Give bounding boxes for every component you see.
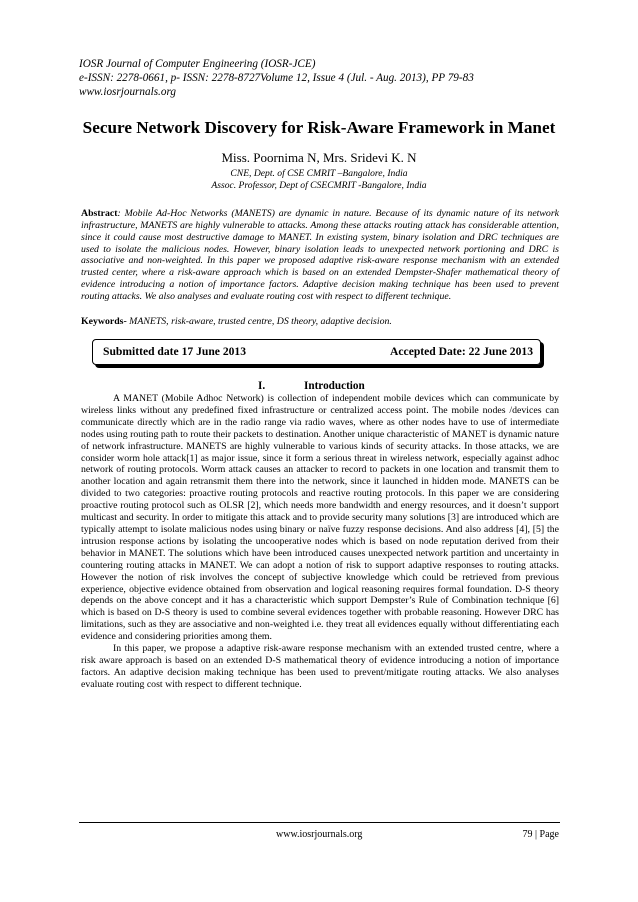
dates-box [92,339,541,365]
accepted-date: Accepted Date: 22 June 2013 [390,345,533,358]
abstract-text: : Mobile Ad-Hoc Networks (MANETS) are dynamic in nature. Because of its dynamic nature of its network infrastructure, MANETS are highly vulnerable to attacks. Among these attacks routing attack has considerable attention, since it could cause most destructive damage to MANET. In existing system, binary isolation and DRC techniques are used to isolate the malicious nodes. However, binary isolation leads to unexpected network portioning and DRC is associative and non-weighted. In this paper we proposed adaptive risk-aware response mechanism with an extended trusted center, where a risk-aware approach which is based on an extended Dempster-Shafer mathematical theory of evidence introducing a notion of importance factors. Adaptive decision making technique has been used to prevent routing attacks. We also analyses and evaluate routing cost with respect to different technique. [81,208,559,302]
keywords-text: MANETS, risk-aware, trusted centre, DS theory, adaptive decision. [126,316,392,327]
section-heading [258,380,365,393]
author-affiliation-1: CNE, Dept. of CSE CMRIT –Bangalore, India [230,168,408,179]
body-paragraph: A MANET (Mobile Adhoc Network) is collection of independent mobile devices which can communicate by wireless links without any predefined fixed infrastructure or centralized access point. The mobile nodes /devices can communicate directly which are in the radio range via radio waves, where as other nodes have to use of intermediate nodes using routing path to route their packets to destination. Another unique characteristic of MANET is dynamic nature of network infrastructure. MANETS are highly vulnerable to various kinds of security attacks. In those attacks, we are consider worm hole attack[1] as major issue, since it form a serious threat in wireless network, especially against adhoc network of routing protocols. Worm attack causes an attacker to record to packets in one location and transmit them to another location and again retransmit them there into the network, since it launched in hidden mode. MANETS can be divided to two categories: proactive routing protocols and reactive routing protocols. In this paper we are considering proactive routing protocol such as OLSR [2], which needs more bandwidth and energy resources, and it doesn’t support multicast and security. In order to mitigate this attack and to provide security many solutions [3] are introduced which are typically attempt to isolate malicious nodes using binary or naïve fuzzy response decisions. And also address [4], [5] the intrusion response actions by isolating the uncooperative nodes which is based on node reputation derived from their behavior in MANET. The solutions which have been introduced causes unexpected network partition and uncertainty in countering routing attacks in MANET. We can adopt a notion of risk to support adaptive responses to routing attacks. However the notion of risk involves the concept of subjective knowledge which could be retrieved from previous experience, objective evidence obtained from observation and logical reasoning requires formal foundation. D-S theory depends on the above concept and it has a characteristic which support Dempster’s Rule of Combination technique [6] which is based on D-S theory is used to combine several evidences together with probable reasoning. However DRC has limitations, such as they are associative and non-weighted i.e. they treat all evidences equally without differentiating each evidence and considering priorities among them. [81,393,559,643]
section-title: Introduction [304,380,365,392]
footer-rule [79,822,560,823]
footer-page-number: 79 | Page [522,829,559,840]
journal-name: IOSR Journal of Computer Engineering (IOSR-JCE) [79,58,316,70]
author-affiliation-2: Assoc. Professor, Dept of CSECMRIT -Bangalore, India [211,180,427,191]
paper-title: Secure Network Discovery for Risk-Aware Framework in Manet [82,118,556,137]
keywords-label: Keywords- [81,316,127,327]
footer-website: www.iosrjournals.org [276,829,363,840]
paper-authors: Miss. Poornima N, Mrs. Sridevi K. N [221,150,417,165]
submitted-date: Submitted date 17 June 2013 [103,345,247,358]
abstract [81,208,559,303]
abstract-label: Abstract [81,208,118,219]
keywords [81,316,559,328]
journal-issn: e-ISSN: 2278-0661, p- ISSN: 2278-8727Volume 12, Issue 4 (Jul. - Aug. 2013), PP 79-83 [79,72,474,85]
journal-header [79,57,569,100]
body-paragraph: In this paper, we propose a adaptive risk-aware response mechanism with an extended trusted centre, where a risk aware approach is based on an extended D-S mathematical theory of evidence introducing a notion of importance factors. An adaptive decision making technique has been used to prevent/mitigate routing attacks. We also analyses evaluate routing cost with respect to different technique. [81,643,559,690]
section-number: I. [258,380,266,392]
section-body [81,393,559,691]
journal-website: www.iosrjournals.org [79,86,176,99]
